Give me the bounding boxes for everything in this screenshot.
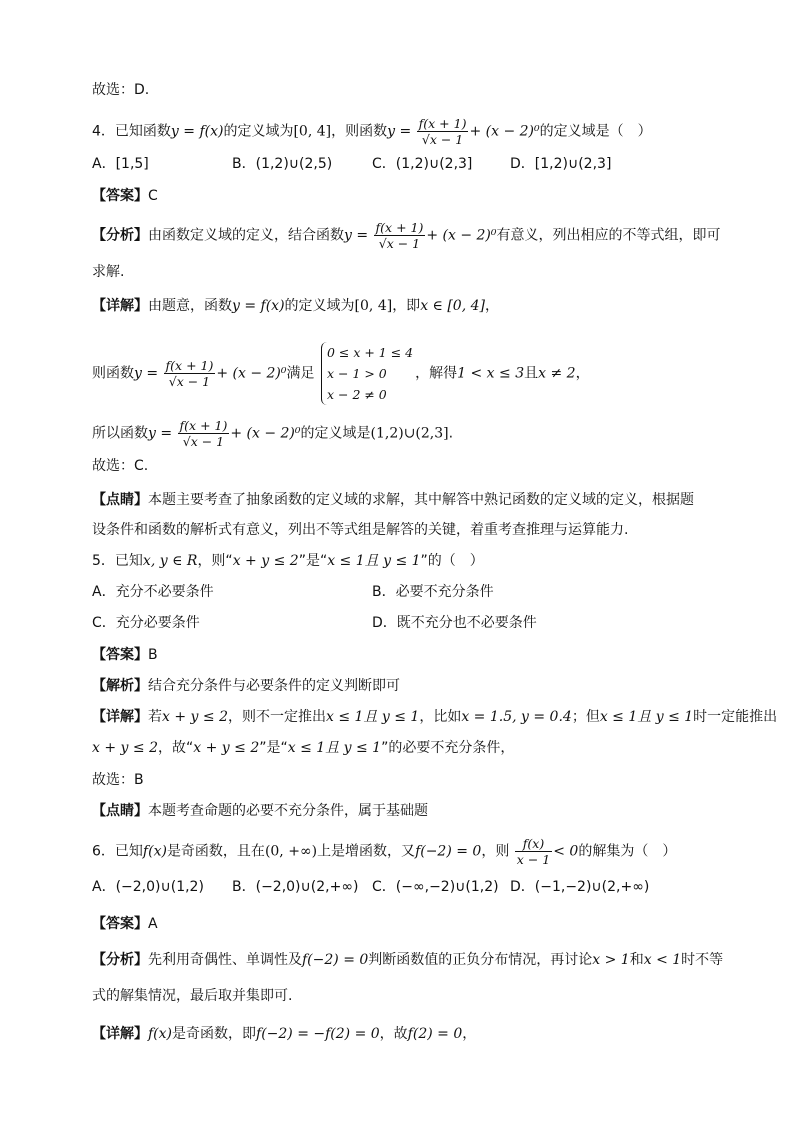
q4-option-c: C．(1,2)∪(2,3]: [372, 156, 473, 172]
q4-detail: 【详解】由题意，函数y = f(x)的定义域为[0, 4]，即x ∈ [0, 4]，: [92, 298, 499, 314]
q4-analysis-cont: 求解.: [92, 264, 125, 280]
q4-comment: 【点睛】本题主要考查了抽象函数的定义域的求解，其中解答中熟记函数的定义域的定义，根据题: [92, 492, 694, 508]
inequality-system: 0 ≤ x + 1 ≤ 4 x − 1 > 0 x − 2 ≠ 0: [321, 342, 413, 405]
q4-answer: 【答案】C: [92, 188, 158, 204]
q4-choice: 故选：C.: [92, 458, 149, 474]
q6-analysis-cont: 式的解集情况，最后取并集即可.: [92, 988, 293, 1004]
q4-option-d: D．[1,2)∪(2,3]: [510, 156, 612, 172]
q6-analysis: 【分析】先利用奇偶性、单调性及f(−2) = 0判断函数值的正负分布情况，再讨论x > 1和x < 1时不等: [92, 952, 724, 968]
q6-option-b: B．(−2,0)∪(2,+∞): [232, 879, 359, 895]
q6-option-c: C．(−∞,−2)∪(1,2): [372, 879, 499, 895]
q4-fraction: $\frac{f(x + 1)}{√x - 1}$: [418, 116, 467, 147]
q5-option-d: D．既不充分也不必要条件: [372, 615, 537, 631]
q5-detail: 【详解】若x + y ≤ 2，则不一定推出x ≤ 1且 y ≤ 1，比如x = 1.5, y = 0.4；但x ≤ 1且 y ≤ 1时一定能推出: [92, 709, 778, 725]
q4-comment-cont: 设条件和函数的解析式有意义，列出不等式组是解答的关键，着重考查推理与运算能力.: [92, 522, 629, 538]
q5-analysis: 【解析】结合充分条件与必要条件的定义判断即可: [92, 678, 400, 694]
q4-conclusion: 所以函数y = $\frac{f(x + 1)}{√x - 1}$ + (x − 2)⁰的定义域是(1,2)∪(2,3].: [92, 418, 454, 449]
q5-option-a: A．充分不必要条件: [92, 584, 214, 600]
q4-option-a: A．[1,5]: [92, 156, 149, 172]
q5-option-c: C．充分必要条件: [92, 615, 200, 631]
previous-choice: 故选：D.: [92, 82, 150, 98]
q5-choice: 故选：B: [92, 772, 144, 788]
q6-detail: 【详解】f(x)是奇函数，即f(−2) = −f(2) = 0，故f(2) = 0，: [92, 1026, 477, 1042]
q5-option-b: B．必要不充分条件: [372, 584, 494, 600]
q6-option-d: D．(−1,−2)∪(2,+∞): [510, 879, 650, 895]
q5-detail-cont: x + y ≤ 2，故“x + y ≤ 2”是“x ≤ 1且 y ≤ 1”的必要不充分条件，: [92, 740, 515, 756]
q4-stem: 4．已知函数y = f(x)的定义域为[0, 4]，则函数y = $\frac{f(x + 1)}{√x - 1}$ + (x − 2)⁰的定义域是（ ）: [92, 116, 652, 147]
q6-option-a: A．(−2,0)∪(1,2): [92, 879, 204, 895]
q4-option-b: B．(1,2)∪(2,5): [232, 156, 333, 172]
q5-stem: 5．已知x, y ∈ R，则“x + y ≤ 2”是“x ≤ 1且 y ≤ 1”的（ ）: [92, 553, 484, 569]
q5-answer: 【答案】B: [92, 647, 158, 663]
q6-fraction: $\frac{f(x)}{x - 1}$: [516, 836, 551, 867]
q6-answer: 【答案】A: [92, 916, 158, 932]
q4-analysis: 【分析】由函数定义域的定义，结合函数y = $\frac{f(x + 1)}{√x - 1}$ + (x − 2)⁰有意义，列出相应的不等式组，即可: [92, 220, 721, 251]
q6-stem: 6．已知f(x)是奇函数，且在(0, +∞)上是增函数，又f(−2) = 0，则 $\frac{f(x)}{x - 1}$ < 0的解集为（ ）: [92, 836, 677, 867]
q5-comment: 【点睛】本题考查命题的必要不充分条件，属于基础题: [92, 803, 428, 819]
q4-system-line: 则函数y = $\frac{f(x + 1)}{√x - 1}$ + (x − 2)⁰满足 0 ≤ x + 1 ≤ 4 x − 1 > 0 x − 2 ≠ 0 ，解得1 < x ≤ 3且x ≠ 2，: [92, 342, 590, 405]
